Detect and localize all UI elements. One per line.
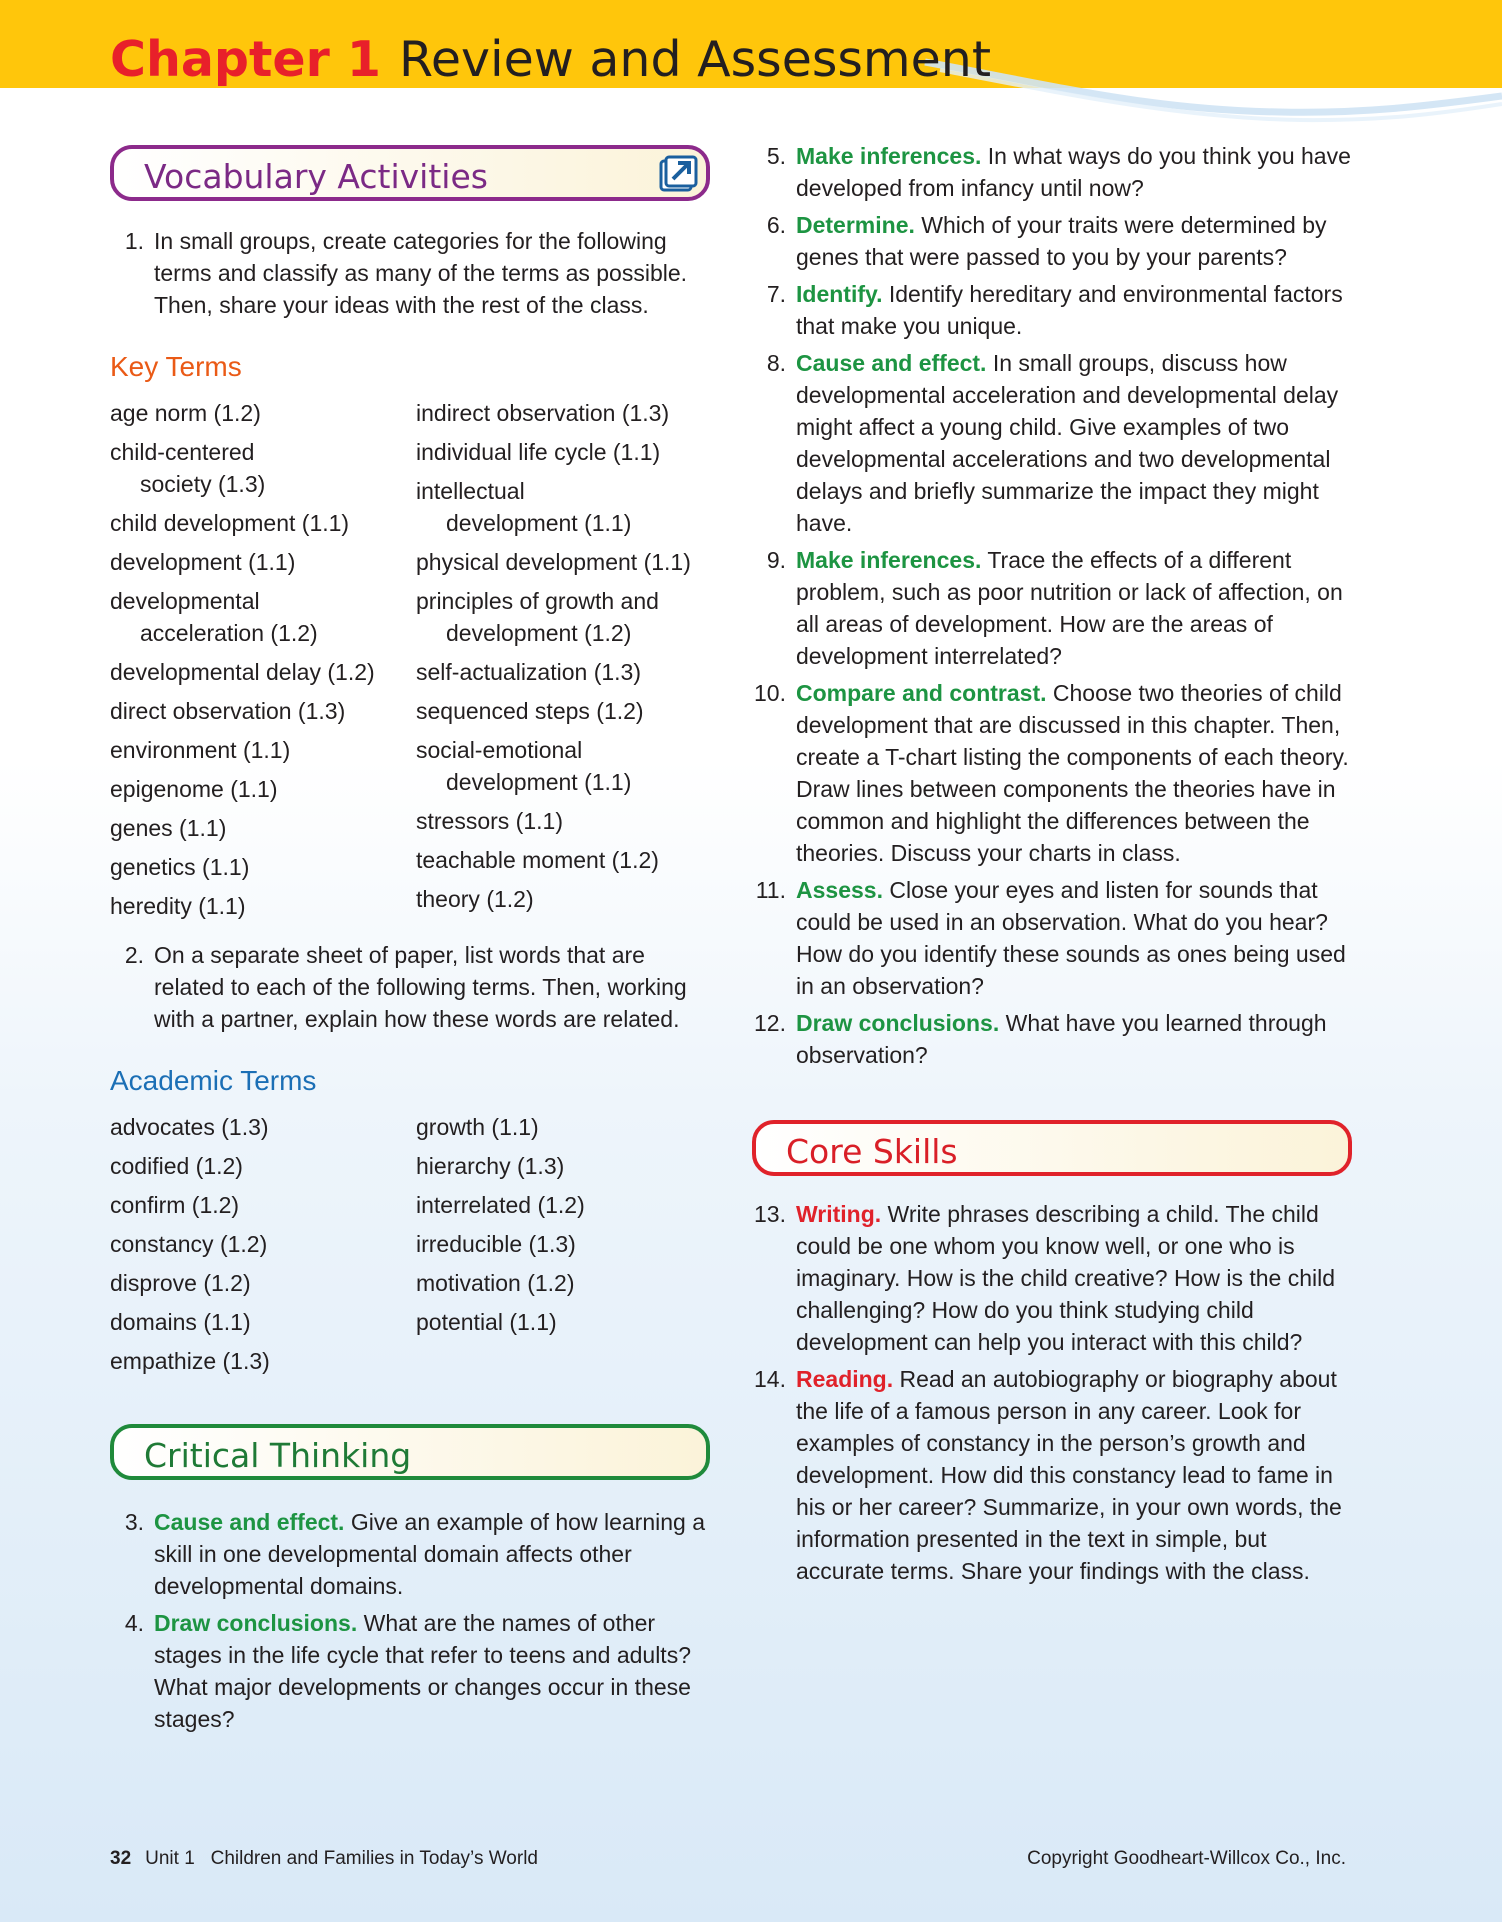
term-text: environment (1.1) <box>110 737 291 763</box>
term-item <box>110 695 416 727</box>
question-8 <box>752 347 1352 539</box>
item-text: Identify hereditary and environmental factors that make you unique. <box>796 281 1343 339</box>
term-text: confirm (1.2) <box>110 1192 240 1218</box>
item-text: Write phrases describing a child. The child could be one whom you know well, or one who is imaginary. How is the child creative? How is the child challenging? How do you think studying child development can help you interact with this child? <box>796 1201 1336 1355</box>
question-10 <box>752 677 1352 869</box>
term-item <box>110 773 416 805</box>
academic-terms-heading: Academic Terms <box>110 1065 317 1096</box>
item-number: 14. <box>754 1366 786 1392</box>
term-item <box>110 734 416 766</box>
term-text: motivation (1.2) <box>416 1270 575 1296</box>
term-item <box>416 475 722 539</box>
term-text: empathize (1.3) <box>110 1348 270 1374</box>
key-terms-column-1 <box>110 397 416 929</box>
term-item <box>110 585 416 649</box>
term-text: hierarchy (1.3) <box>416 1153 565 1179</box>
term-text-continued: development (1.1) <box>446 769 632 795</box>
item-lead: Draw conclusions. <box>154 1610 358 1636</box>
academic-terms-list <box>110 1111 710 1384</box>
term-text: domains (1.1) <box>110 1309 251 1335</box>
term-text: growth (1.1) <box>416 1114 539 1140</box>
term-text: principles of growth and <box>416 588 659 614</box>
academic-terms-column-1 <box>110 1111 416 1384</box>
term-item <box>416 1150 722 1182</box>
question-2 <box>110 939 710 1035</box>
question-14 <box>752 1363 1352 1587</box>
term-text: theory (1.2) <box>416 886 534 912</box>
term-text: developmental delay (1.2) <box>110 659 375 685</box>
term-item <box>110 507 416 539</box>
item-number: 11. <box>755 877 786 903</box>
term-item <box>110 890 416 922</box>
term-text: sequenced steps (1.2) <box>416 698 644 724</box>
term-text: genes (1.1) <box>110 815 227 841</box>
left-column <box>110 145 710 1740</box>
term-text: genetics (1.1) <box>110 854 250 880</box>
term-text: irreducible (1.3) <box>416 1231 576 1257</box>
item-text: Read an autobiography or biography about the life of a famous person in any career. Look for examples of constancy in the person’s growth and development. How did this constancy lead to fame in his or her career? Summarize, in your own words, the information presented in the text in simple, but accurate terms. Share your findings with the class. <box>796 1366 1342 1584</box>
critical-thinking-header <box>110 1424 710 1480</box>
term-item <box>110 812 416 844</box>
term-text: constancy (1.2) <box>110 1231 268 1257</box>
term-item <box>416 656 722 688</box>
term-item <box>110 1228 416 1260</box>
term-item <box>416 546 722 578</box>
term-item <box>416 397 722 429</box>
term-item <box>110 1189 416 1221</box>
item-lead: Reading. <box>796 1366 894 1392</box>
term-item <box>416 1228 722 1260</box>
question-7 <box>752 278 1352 342</box>
core-skills-header <box>752 1120 1352 1176</box>
item-number: 3. <box>124 1509 144 1535</box>
term-text-continued: development (1.1) <box>446 510 632 536</box>
item-number: 12. <box>754 1010 786 1036</box>
term-item <box>416 883 722 915</box>
term-text-continued: development (1.2) <box>446 620 632 646</box>
term-text: stressors (1.1) <box>416 808 563 834</box>
page-number: 32 <box>110 1848 132 1869</box>
item-text: Give an example of how learning a skill in one developmental domain affects other developmental domains. <box>154 1509 705 1599</box>
copyright: Copyright Goodheart-Willcox Co., Inc. <box>1027 1848 1346 1869</box>
item-text: In small groups, create categories for the following terms and classify as many of the terms as possible. Then, share your ideas with the rest of the class. <box>154 228 688 318</box>
item-lead: Determine. <box>796 212 915 238</box>
critical-thinking-items-right <box>752 140 1352 1071</box>
term-text-continued: society (1.3) <box>140 471 266 497</box>
section-title: Vocabulary Activities <box>144 157 488 196</box>
item-number: 2. <box>124 942 144 968</box>
term-text: potential (1.1) <box>416 1309 557 1335</box>
academic-terms-column-2 <box>416 1111 722 1384</box>
item-lead: Make inferences. <box>796 547 982 573</box>
term-item <box>416 585 722 649</box>
chapter-label: Chapter 1 <box>110 31 381 88</box>
term-item <box>416 436 722 468</box>
term-text: indirect observation (1.3) <box>416 400 670 426</box>
term-item <box>416 1189 722 1221</box>
right-column <box>752 140 1352 1592</box>
term-item <box>110 1345 416 1377</box>
key-terms-column-2 <box>416 397 722 929</box>
item-number: 9. <box>766 547 786 573</box>
term-text: child development (1.1) <box>110 510 350 536</box>
term-text: advocates (1.3) <box>110 1114 269 1140</box>
term-item <box>416 695 722 727</box>
term-item <box>416 844 722 876</box>
item-text: What have you learned through observation? <box>796 1010 1327 1068</box>
question-4 <box>110 1607 710 1735</box>
item-text: On a separate sheet of paper, list words that are related to each of the following terms. Then, working with a partner, explain how these words are related. <box>154 942 687 1032</box>
term-item <box>110 1150 416 1182</box>
item-lead: Assess. <box>796 877 883 903</box>
term-text: physical development (1.1) <box>416 549 691 575</box>
question-3 <box>110 1506 710 1602</box>
page-footer <box>110 1848 1350 1870</box>
page-title <box>110 30 991 90</box>
unit-label: Unit 1 Children and Families in Today’s World <box>145 1848 538 1869</box>
term-text: development (1.1) <box>110 549 296 575</box>
section-title: Critical Thinking <box>144 1436 412 1475</box>
question-12 <box>752 1007 1352 1071</box>
item-number: 8. <box>766 350 786 376</box>
term-text: child-centered <box>110 439 255 465</box>
critical-thinking-items-left <box>110 1506 710 1735</box>
item-number: 1. <box>124 228 144 254</box>
item-lead: Cause and effect. <box>154 1509 345 1535</box>
term-text: disprove (1.2) <box>110 1270 251 1296</box>
term-item <box>416 734 722 798</box>
term-text: social-emotional <box>416 737 583 763</box>
term-item <box>110 436 416 500</box>
term-text: developmental <box>110 588 260 614</box>
item-text: In what ways do you think you have developed from infancy until now? <box>796 143 1351 201</box>
term-item <box>110 656 416 688</box>
item-text: In small groups, discuss how developmental acceleration and developmental delay might affect a young child. Give examples of two developmental accelerations and two developmental delays and briefly summarize the impact they might have. <box>796 350 1339 536</box>
title-text: Review and Assessment <box>398 31 992 88</box>
item-number: 10. <box>754 680 786 706</box>
term-item <box>110 546 416 578</box>
question-9 <box>752 544 1352 672</box>
term-item <box>110 1306 416 1338</box>
key-terms-heading: Key Terms <box>110 351 242 382</box>
item-text: Trace the effects of a different problem, such as poor nutrition or lack of affection, on all areas of development. How are the areas of development interrelated? <box>796 547 1343 669</box>
term-text: heredity (1.1) <box>110 893 246 919</box>
term-text: individual life cycle (1.1) <box>416 439 661 465</box>
question-11 <box>752 874 1352 1002</box>
question-1 <box>110 225 710 321</box>
term-text: interrelated (1.2) <box>416 1192 585 1218</box>
term-item <box>416 1267 722 1299</box>
term-item <box>416 1306 722 1338</box>
term-item <box>110 397 416 429</box>
key-terms-list <box>110 397 710 929</box>
item-text: What are the names of other stages in the life cycle that refer to teens and adults? What major developments or changes occur in these stages? <box>154 1610 691 1732</box>
term-text: teachable moment (1.2) <box>416 847 659 873</box>
term-text: direct observation (1.3) <box>110 698 346 724</box>
item-text: Close your eyes and listen for sounds that could be used in an observation. What do you hear? How do you identify these sounds as ones being used in an observation? <box>796 877 1346 999</box>
item-text: Choose two theories of child development that are discussed in this chapter. Then, create a T-chart listing the components of each theory. Draw lines between components the theories have in common and highlight the differences between the theories. Discuss your charts in class. <box>796 680 1349 866</box>
term-item <box>110 1267 416 1299</box>
term-text: self-actualization (1.3) <box>416 659 641 685</box>
term-text-continued: acceleration (1.2) <box>140 620 318 646</box>
item-number: 6. <box>766 212 786 238</box>
external-link-icon[interactable] <box>658 155 698 193</box>
question-5 <box>752 140 1352 204</box>
term-text: epigenome (1.1) <box>110 776 278 802</box>
term-item <box>416 1111 722 1143</box>
core-skills-items <box>752 1198 1352 1587</box>
item-lead: Draw conclusions. <box>796 1010 1000 1036</box>
term-text: intellectual <box>416 478 525 504</box>
question-6 <box>752 209 1352 273</box>
item-lead: Make inferences. <box>796 143 982 169</box>
term-item <box>416 805 722 837</box>
item-lead: Cause and effect. <box>796 350 987 376</box>
item-lead: Writing. <box>796 1201 882 1227</box>
section-title: Core Skills <box>786 1132 958 1171</box>
vocabulary-activities-header <box>110 145 710 201</box>
item-lead: Identify. <box>796 281 883 307</box>
term-item <box>110 1111 416 1143</box>
item-number: 7. <box>766 281 786 307</box>
term-text: codified (1.2) <box>110 1153 243 1179</box>
item-lead: Compare and contrast. <box>796 680 1047 706</box>
item-number: 4. <box>124 1610 144 1636</box>
item-text: Which of your traits were determined by genes that were passed to you by your parents? <box>796 212 1327 270</box>
item-number: 5. <box>766 143 786 169</box>
term-text: age norm (1.2) <box>110 400 261 426</box>
item-number: 13. <box>754 1201 786 1227</box>
term-item <box>110 851 416 883</box>
question-13 <box>752 1198 1352 1358</box>
